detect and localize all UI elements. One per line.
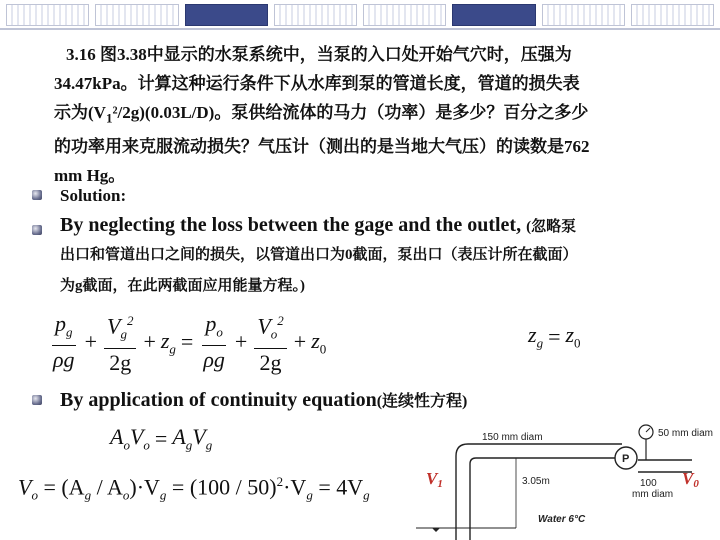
diam-100-unit-label: mm diam bbox=[632, 489, 674, 500]
header-bar bbox=[0, 0, 720, 28]
pump-label: P bbox=[622, 453, 630, 465]
neglect-line-2: 出口和管道出口之间的损失，以管道出口为0截面，泵出口（表压计所在截面） bbox=[60, 247, 578, 263]
problem-line-1: 3.16 图3.38中显示的水泵系统中，当泵的入口处开始气穴时，压强为 bbox=[66, 45, 572, 64]
header-tile bbox=[363, 4, 446, 26]
header-tile bbox=[95, 4, 178, 26]
problem-statement bbox=[54, 40, 704, 190]
pump-system-diagram bbox=[416, 418, 720, 540]
water-label: Water 6°C bbox=[538, 514, 586, 525]
header-tile bbox=[274, 4, 357, 26]
header-divider bbox=[0, 28, 720, 30]
solution-label: Solution: bbox=[60, 186, 127, 205]
diam-50-label: 50 mm diam bbox=[658, 428, 714, 439]
problem-line-5: mm Hg。 bbox=[54, 166, 126, 186]
continuity-heading: By application of continuity equation(连续性方程) bbox=[60, 389, 468, 411]
bullet-icon bbox=[32, 190, 42, 200]
height-label: 3.05m bbox=[522, 476, 550, 487]
v0-label: V0 bbox=[682, 469, 699, 490]
velocity-equation: $V_o = (A_g / A_o)\cdot V_g = (100 / 50)^2\cdot V_g = 4V_g$ bbox=[18, 474, 370, 503]
neglect-line-3: 为g截面，在此两截面应用能量方程。) bbox=[60, 278, 305, 294]
energy-equation: $\frac{p_g}{\rho g}$ + $\frac{V_g^2}{2g}$ + $z_g$ = $\frac{p_o}{\rho g}$ + $\frac{V_o^2}{2g}$ + $z_0$ bbox=[48, 308, 326, 377]
header-tile-accent bbox=[185, 4, 268, 26]
v1-label: V1 bbox=[426, 469, 443, 490]
height-equation: $z_g = z_0$ bbox=[528, 322, 581, 351]
problem-line-2: 34.47kPa。计算这种运行条件下从水库到泵的管道长度，管道的损失表 bbox=[54, 74, 580, 93]
header-tile bbox=[631, 4, 714, 26]
problem-line-3: 示为$(V_1^2/2g)(0.03L/D)$。泵供给流体的马力（功率）是多少？百分之多少 bbox=[54, 103, 589, 126]
diam-150-label: 150 mm diam bbox=[482, 432, 543, 443]
header-tile bbox=[6, 4, 89, 26]
problem-line-4: 的功率用来克服流动损失？气压计（测出的是当地大气压）的读数是762 bbox=[54, 137, 590, 157]
bullet-icon bbox=[32, 225, 42, 235]
neglect-text-en: By neglecting the loss between the gage and the outlet, bbox=[60, 214, 527, 236]
neglect-paragraph bbox=[60, 214, 710, 295]
header-tile bbox=[542, 4, 625, 26]
neglect-text-zh: (忽略泵 bbox=[526, 219, 577, 235]
diam-100-label: 100 bbox=[640, 478, 657, 489]
continuity-equation: $A_oV_o = A_gV_g$ bbox=[110, 424, 213, 453]
header-tile-accent bbox=[452, 4, 535, 26]
bullet-icon bbox=[32, 395, 42, 405]
